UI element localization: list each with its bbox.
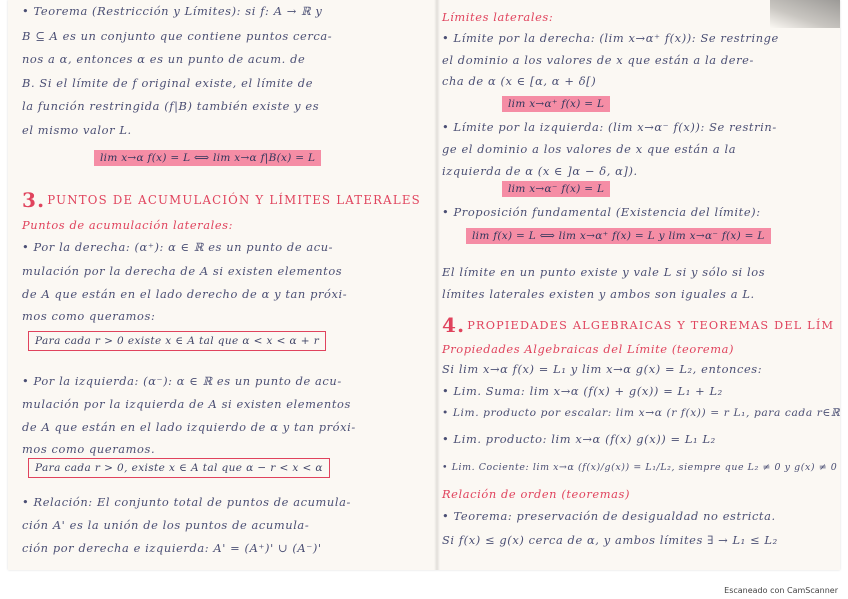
right-acc-definition-box: Para cada r > 0 existe x ∈ A tal que α < x < α + r (28, 331, 326, 351)
relation-line-1: • Relación: El conjunto total de puntos de acumula- (22, 495, 351, 509)
props-intro: Si lim x→α f(x) = L₁ y lim x→α g(x) = L₂, entonces: (442, 362, 763, 376)
theorem-line-6: el mismo valor L. (22, 123, 132, 137)
section-3-heading (22, 188, 421, 212)
section-3-title: PUNTOS DE ACUMULACIÓN Y LÍMITES LATERALES (47, 193, 421, 207)
order-line-2: Si f(x) ≤ g(x) cerca de α, y ambos límites ∃ → L₁ ≤ L₂ (442, 533, 778, 547)
fundamental-proposition: • Proposición fundamental (Existencia del límite): (442, 205, 761, 219)
left-acc-line-1: • Por la izquierda: (α⁻): α ∈ ℝ es un punto de acu- (22, 374, 342, 388)
section-4-title: PROPIEDADES ALGEBRAICAS Y TEOREMAS DEL LÍM (467, 319, 835, 332)
relation-line-3: ción por derecha e izquierda: A' = (A⁺)' ∪ (A⁻)' (22, 541, 322, 555)
prop-scalar: • Lim. producto por escalar: lim x→α (r f(x)) = r L₁, para cada r∈ℝ (442, 406, 840, 419)
theorem-line-3: nos a α, entonces α es un punto de acum. de (22, 52, 306, 66)
section-4-subtitle: Propiedades Algebraicas del Límite (teorema) (442, 342, 735, 356)
section-3-number: 3. (22, 188, 46, 212)
right-acc-line-2: mulación por la derecha de A si existen elementos (22, 264, 343, 278)
left-limit-line-2: ge el dominio a los valores de x que están a la (442, 142, 737, 156)
section-4-heading (442, 313, 835, 337)
page-fold (434, 0, 440, 570)
order-line-1: • Teorema: preservación de desigualdad no estricta. (442, 509, 776, 523)
theorem-line-5: la función restringida (f|B) también existe y es (22, 99, 320, 113)
theorem-line-4: B. Si el límite de f original existe, el límite de (22, 76, 314, 90)
left-acc-line-2: mulación por la izquierda de A si existen elementos (22, 397, 351, 411)
right-limit-line-2: el dominio a los valores de x que están a la dere- (442, 53, 754, 67)
page-shadow (770, 0, 840, 28)
right-acc-line-1: • Por la derecha: (α⁺): α ∈ ℝ es un punto de acu- (22, 240, 334, 254)
left-limit-line-1: • Límite por la izquierda: (lim x→α⁻ f(x)): Se restrin- (442, 120, 777, 134)
order-title: Relación de orden (teoremas) (442, 487, 631, 501)
prop-quotient: • Lim. Cociente: lim x→α (f(x)/g(x)) = L₁/L₂, siempre que L₂ ≠ 0 y g(x) ≠ 0 (442, 462, 838, 473)
right-limit-line-1: • Límite por la derecha: (lim x→α⁺ f(x)): Se restringe (442, 31, 779, 45)
right-limit-line-3: cha de α (x ∈ [α, α + δ[) (442, 74, 597, 88)
summary-line-2: límites laterales existen y ambos son iguales a L. (442, 287, 755, 301)
theorem-line-2: B ⊆ A es un conjunto que contiene puntos cerca- (22, 29, 333, 43)
left-acc-line-3: de A que están en el lado izquierdo de α y tan próxi- (22, 420, 356, 434)
prop-product: • Lim. producto: lim x→α (f(x) g(x)) = L₁ L₂ (442, 432, 716, 446)
prop-sum: • Lim. Suma: lim x→α (f(x) + g(x)) = L₁ + L₂ (442, 384, 723, 398)
left-limit-formula: lim x→α⁻ f(x) = L (502, 181, 610, 197)
left-acc-line-4: mos como queramos. (22, 442, 156, 456)
fundamental-formula: lim f(x) = L ⟺ lim x→α⁺ f(x) = L y lim x→α⁻ f(x) = L (466, 228, 771, 244)
summary-line-1: El límite en un punto existe y vale L si y sólo si los (442, 265, 766, 279)
right-limit-formula: lim x→α⁺ f(x) = L (502, 96, 610, 112)
right-acc-line-3: de A que están en el lado derecho de α y tan próxi- (22, 287, 348, 301)
notebook-page (8, 0, 840, 570)
theorem-formula: lim x→α f(x) = L ⟺ lim x→α f|B(x) = L (94, 150, 321, 166)
left-acc-definition-box: Para cada r > 0, existe x ∈ A tal que α − r < x < α (28, 458, 330, 478)
lateral-limits-title: Límites laterales: (442, 10, 554, 24)
relation-line-2: ción A' es la unión de los puntos de acumula- (22, 518, 310, 532)
left-limit-line-3: izquierda de α (x ∈ ]α − δ, α]). (442, 164, 638, 178)
scanner-watermark: Escaneado con CamScanner (724, 586, 838, 595)
section-4-number: 4. (442, 313, 466, 337)
section-3-subtitle: Puntos de acumulación laterales: (22, 218, 234, 232)
right-acc-line-4: mos como queramos: (22, 309, 156, 323)
theorem-line-1: • Teorema (Restricción y Límites): si f: A → ℝ y (22, 4, 323, 18)
